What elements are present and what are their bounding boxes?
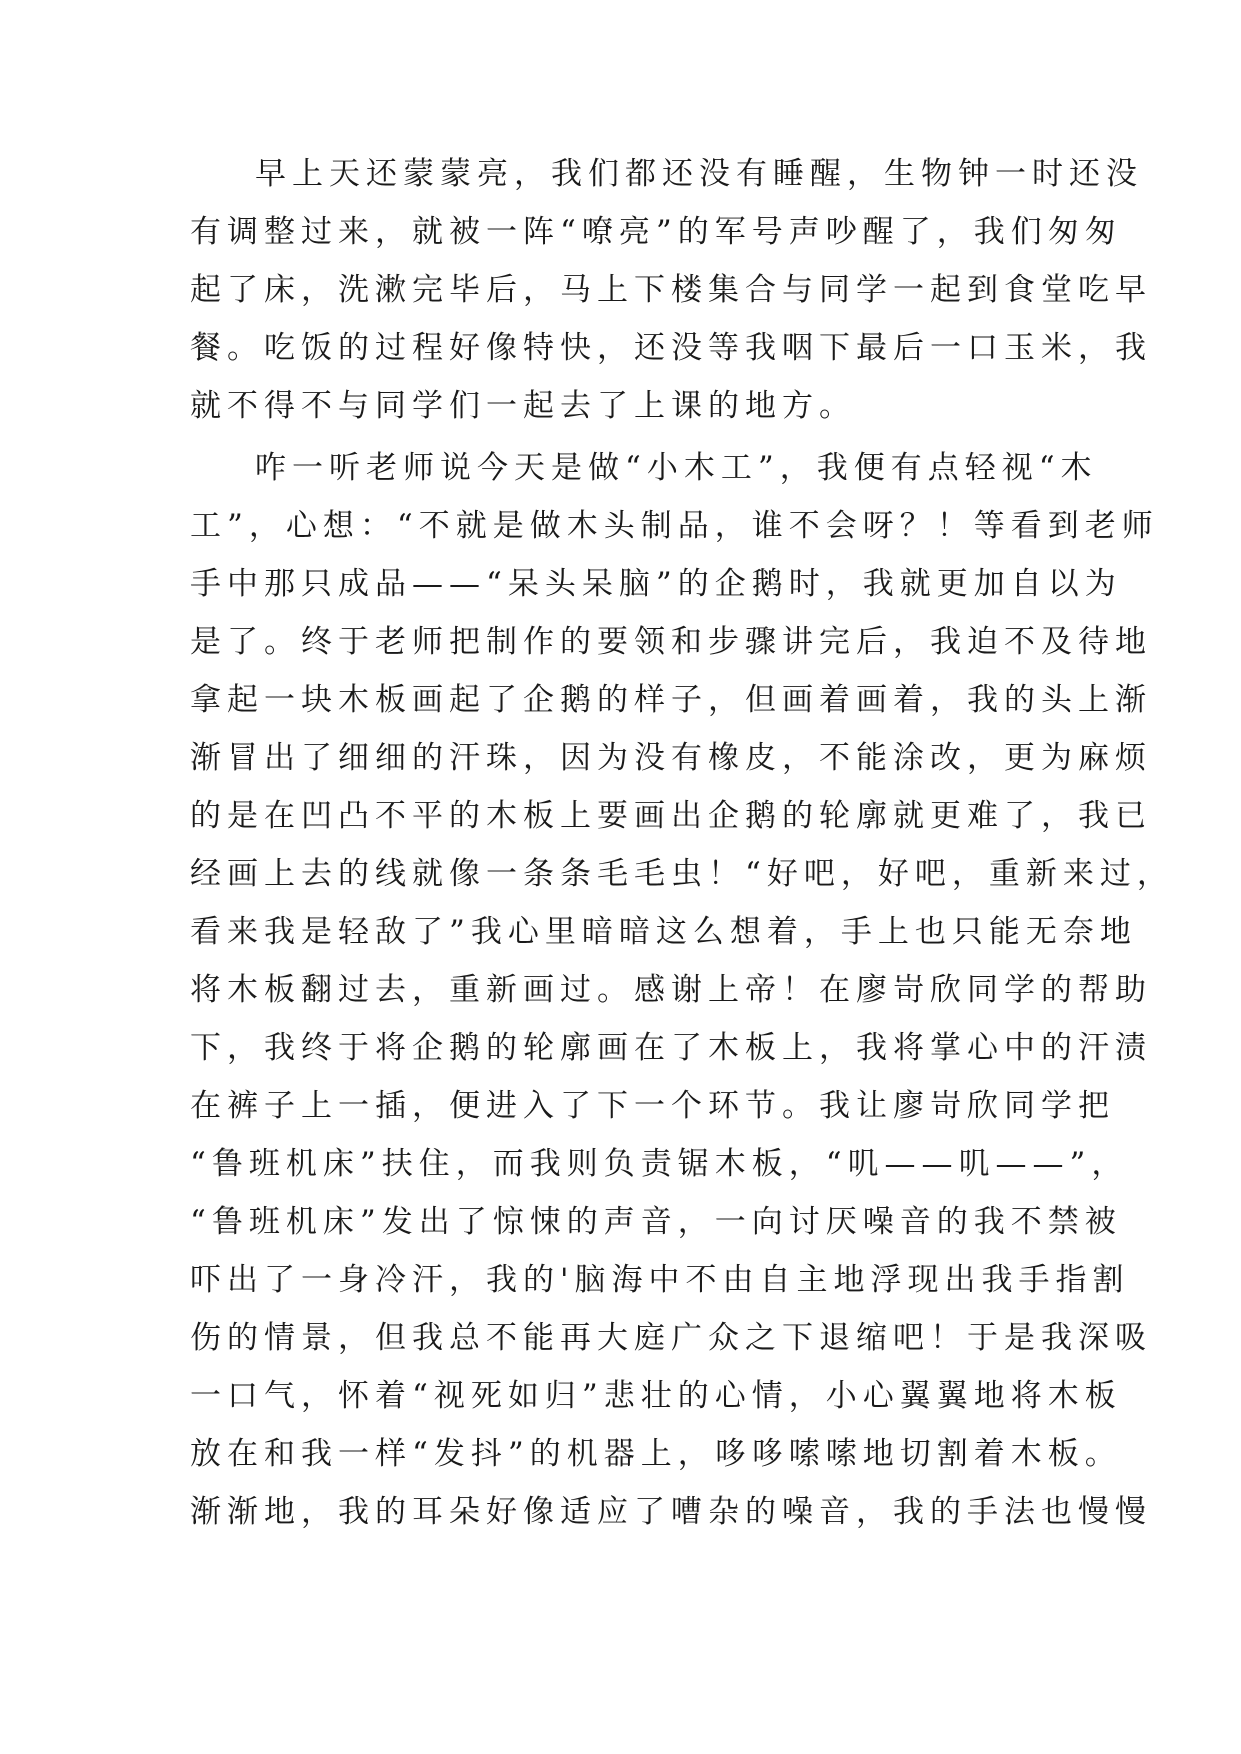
text-line: 就不得不与同学们一起去了上课的地方。 [190, 388, 856, 424]
text-line: 手中那只成品——“呆头呆脑”的企鹅时，我就更加自以为 [190, 566, 1122, 602]
text-line: 的是在凹凸不平的木板上要画出企鹅的轮廓就更难了，我已 [190, 798, 1152, 834]
text-line: “鲁班机床”扶住，而我则负责锯木板，“叽——叽——”， [190, 1146, 1129, 1182]
text-line: 工”，心想：“不就是做木头制品，谁不会呀？！等看到老师 [190, 508, 1159, 544]
text-line: 下，我终于将企鹅的轮廓画在了木板上，我将掌心中的汗渍 [190, 1030, 1152, 1066]
text-line: 一口气，怀着“视死如归”悲壮的心情，小心翼翼地将木板 [190, 1378, 1122, 1414]
text-line: 早上天还蒙蒙亮，我们都还没有睡醒，生物钟一时还没 [255, 156, 1143, 192]
text-line: 经画上去的线就像一条条毛毛虫！“好吧，好吧，重新来过， [190, 856, 1174, 892]
text-line: 放在和我一样“发抖”的机器上，哆哆嗦嗦地切割着木板。 [190, 1436, 1122, 1472]
text-line: 伤的情景，但我总不能再大庭广众之下退缩吧！于是我深吸 [190, 1320, 1152, 1356]
text-line: 渐渐地，我的耳朵好像适应了嘈杂的噪音，我的手法也慢慢 [190, 1494, 1152, 1530]
text-line: 拿起一块木板画起了企鹅的样子，但画着画着，我的头上渐 [190, 682, 1152, 718]
text-line: 起了床，洗漱完毕后，马上下楼集合与同学一起到食堂吃早 [190, 272, 1152, 308]
text-line: 餐。吃饭的过程好像特快，还没等我咽下最后一口玉米，我 [190, 330, 1152, 366]
text-line: 有调整过来，就被一阵“嘹亮”的军号声吵醒了，我们匆匆 [190, 214, 1122, 250]
text-line: 是了。终于老师把制作的要领和步骤讲完后，我迫不及待地 [190, 624, 1152, 660]
text-line: 看来我是轻敌了”我心里暗暗这么想着，手上也只能无奈地 [190, 914, 1137, 950]
text-line: 在裤子上一插，便进入了下一个环节。我让廖岢欣同学把 [190, 1088, 1115, 1124]
text-line: 咋一听老师说今天是做“小木工”，我便有点轻视“木 [255, 450, 1098, 486]
text-line: 渐冒出了细细的汗珠，因为没有橡皮，不能涂改，更为麻烦 [190, 740, 1152, 776]
text-line: 将木板翻过去，重新画过。感谢上帝！在廖岢欣同学的帮助 [190, 972, 1152, 1008]
text-line: 吓出了一身冷汗，我的'脑海中不由自主地浮现出我手指割 [190, 1262, 1130, 1298]
text-line: “鲁班机床”发出了惊悚的声音，一向讨厌噪音的我不禁被 [190, 1204, 1122, 1240]
